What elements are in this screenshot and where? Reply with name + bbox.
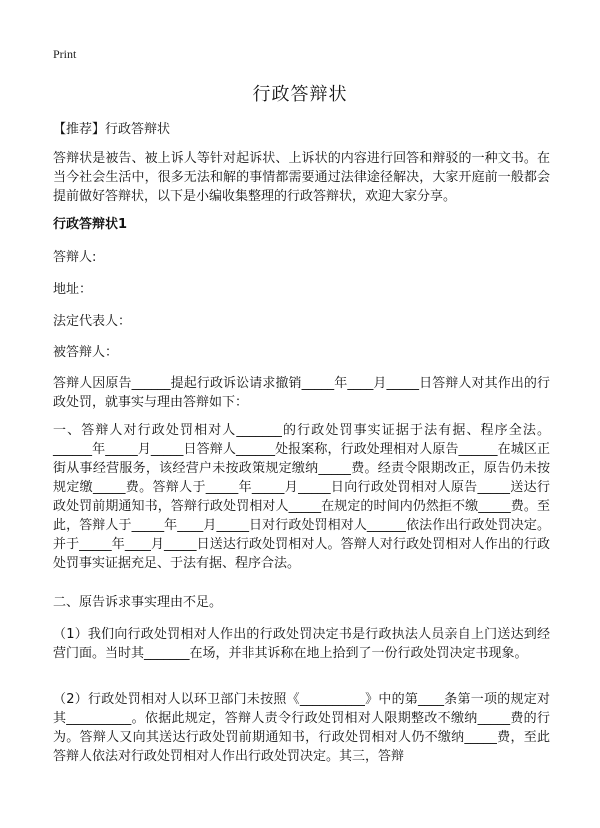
recommend-line: 【推荐】行政答辩状 [53,122,171,137]
print-label: Print [53,47,77,61]
legal-representative-field: 法定代表人： [53,314,132,329]
intro-paragraph: 答辩状是被告、被上诉人等针对起诉状、上诉状的内容进行回答和辩驳的一种文书。在当今社会生活中，很多无法和解的事情都需要通过法律途径解决，大家开庭前一般都会提前做好答辩状，以下是小编收集整理的行政答辩状，欢迎大家分享。 [53,151,550,204]
paragraph-claim: 答辩人因原告______提起行政诉讼请求撤销_____年____月_____日答辩人对其作出的行政处罚，就事实与理由答辩如下： [53,376,550,410]
address-field: 地址： [53,282,93,297]
respondent-field: 答辩人: [53,250,97,265]
paragraph-facts: 一、答辩人对行政处罚相对人_______的行政处罚事实证据于法有据、程序全法。______年_____月_____日答辩人______处报案称，行政处理相对人原告______在城区正街从事经营服务，该经营户未按政策规定缴纳_____费。经责令限期改正，原告仍未按规定缴_____费。答辩人于_____年_____月_____日向行政处罚相对人原告_____送达行政处罚前期通知书，答辩行政处罚相对人_____在规定的时间内仍然拒不缴_____费。至此，答辩人于_____年____月_____日对行政处罚相对人______依法作出行政处罚决定。并于_____年____月_____日送达行政处罚相对人。答辩人对行政处罚相对人作出的行政处罚事实证据充足、于法有据、程序合法。 [53,423,550,571]
paragraph-point-2: （2）行政处罚相对人以环卫部门未按照《__________》中的第____条第一项的规定对其__________。依据此规定，答辩人责令行政处罚相对人限期整改不缴纳_____费的行为。答辩人又向其送达行政处罚前期通知书，行政处罚相对人仍不缴纳_____费，至此答辩人依法对行政处罚相对人作出行政处罚决定。其三，答辩 [53,692,550,764]
page-title: 行政答辩状 [252,84,348,105]
paragraph-reason-heading: 二、原告诉求事实理由不足。 [53,595,223,610]
section-heading: 行政答辩状1 [53,217,128,232]
defendant-field: 被答辩人： [53,345,119,360]
paragraph-point-1: （1）我们向行政处罚相对人作出的行政处罚决定书是行政执法人员亲自上门送达到经营门面。当时其_______在场，并非其诉称在地上拾到了一份行政处罚决定书现象。 [53,627,550,661]
